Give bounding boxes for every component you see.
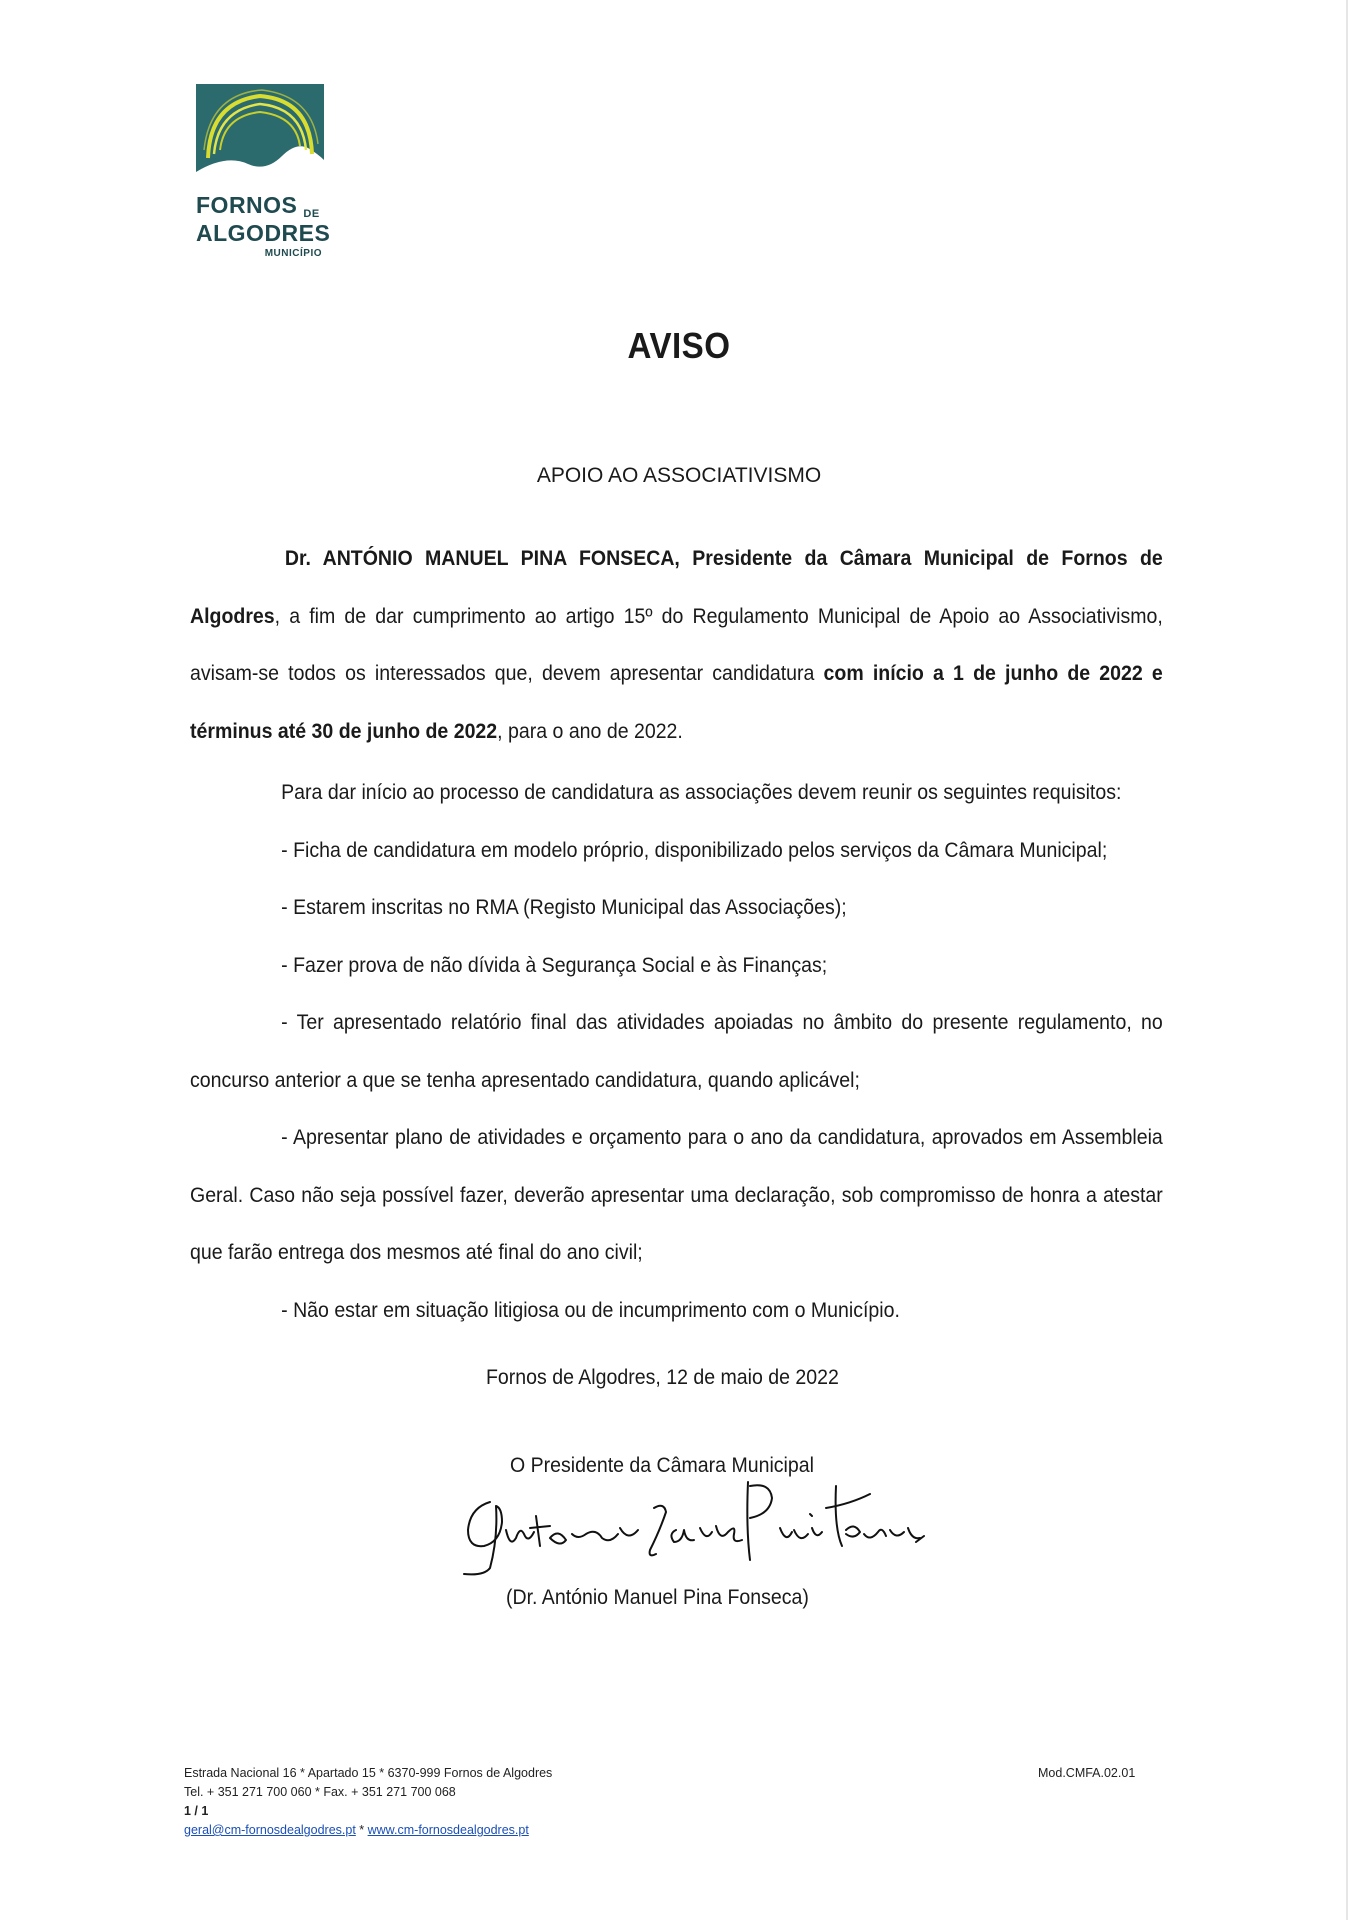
footer-separator: *: [355, 1823, 368, 1837]
model-reference: Mod.CMFA.02.01: [1038, 1766, 1136, 1780]
logo-name-de: DE: [303, 208, 320, 220]
main-paragraph-bold-2: com início a 1 de junho de 2022 e términus até 30 de junho de 2022: [190, 662, 1163, 743]
signatory-title: O Presidente da Câmara Municipal: [510, 1454, 814, 1477]
footer-phone: Tel. + 351 271 700 060 * Fax. + 351 271 700 068: [184, 1785, 456, 1799]
requirement-item: - Ter apresentado relatório final das atividades apoiadas no âmbito do presente regulamento, no concurso anterior a que se tenha apresentado candidatura, quando aplicável;: [190, 1011, 1163, 1092]
main-paragraph-text-1: , a fim de dar cumprimento ao artigo 15º do Regulamento Municipal de Apoio ao Associativismo, avisam-se todos os interessados que, devem apresentar candidatura: [190, 604, 1163, 685]
handwritten-signature: [450, 1468, 930, 1578]
footer-contact: [184, 1764, 552, 1840]
requirements-intro: Para dar início ao processo de candidatura as associações devem reunir os seguintes requisitos:: [281, 781, 1122, 804]
place-date: Fornos de Algodres, 12 de maio de 2022: [486, 1366, 839, 1389]
municipality-logo: [196, 84, 331, 261]
logo-name-line2: ALGODRES: [196, 220, 331, 246]
scan-edge-line: [1346, 0, 1348, 1920]
document-subject: APOIO AO ASSOCIATIVISMO: [536, 464, 822, 487]
website-link[interactable]: www.cm-fornosdealgodres.pt: [367, 1823, 529, 1837]
email-link[interactable]: geral@cm-fornosdealgodres.pt: [184, 1823, 356, 1837]
logo-name-line1: FORNOS: [196, 192, 298, 218]
requirement-item: - Apresentar plano de atividades e orçamento para o ano da candidatura, aprovados em Assembleia Geral. Caso não seja possível fazer, deverão apresentar uma declaração, sob compromisso de honra a atestar que farão entrega dos mesmos até final do ano civil;: [190, 1126, 1163, 1264]
page-number: 1 / 1: [184, 1804, 209, 1818]
requirement-item: - Estarem inscritas no RMA (Registo Municipal das Associações);: [281, 896, 847, 919]
document-body: [190, 530, 1163, 1339]
requirement-item: - Ficha de candidatura em modelo próprio, disponibilizado pelos serviços da Câmara Municipal;: [281, 838, 1108, 862]
logo-emblem-icon: [196, 84, 324, 186]
main-paragraph-bold-1: Dr. ANTÓNIO MANUEL PINA FONSECA, Presidente da Câmara Municipal de Fornos de Algodres: [190, 547, 1163, 628]
main-paragraph-text-2: , para o ano de 2022.: [497, 719, 683, 743]
main-paragraph: [190, 530, 1163, 760]
footer-address: Estrada Nacional 16 * Apartado 15 * 6370-999 Fornos de Algodres: [184, 1766, 553, 1780]
document-title: AVISO: [627, 325, 731, 366]
signatory-name: (Dr. António Manuel Pina Fonseca): [506, 1586, 809, 1609]
requirement-item: - Fazer prova de não dívida à Segurança Social e às Finanças;: [281, 953, 828, 977]
logo-subline: MUNICÍPIO: [264, 248, 322, 259]
requirement-item: - Não estar em situação litigiosa ou de incumprimento com o Município.: [281, 1298, 900, 1322]
